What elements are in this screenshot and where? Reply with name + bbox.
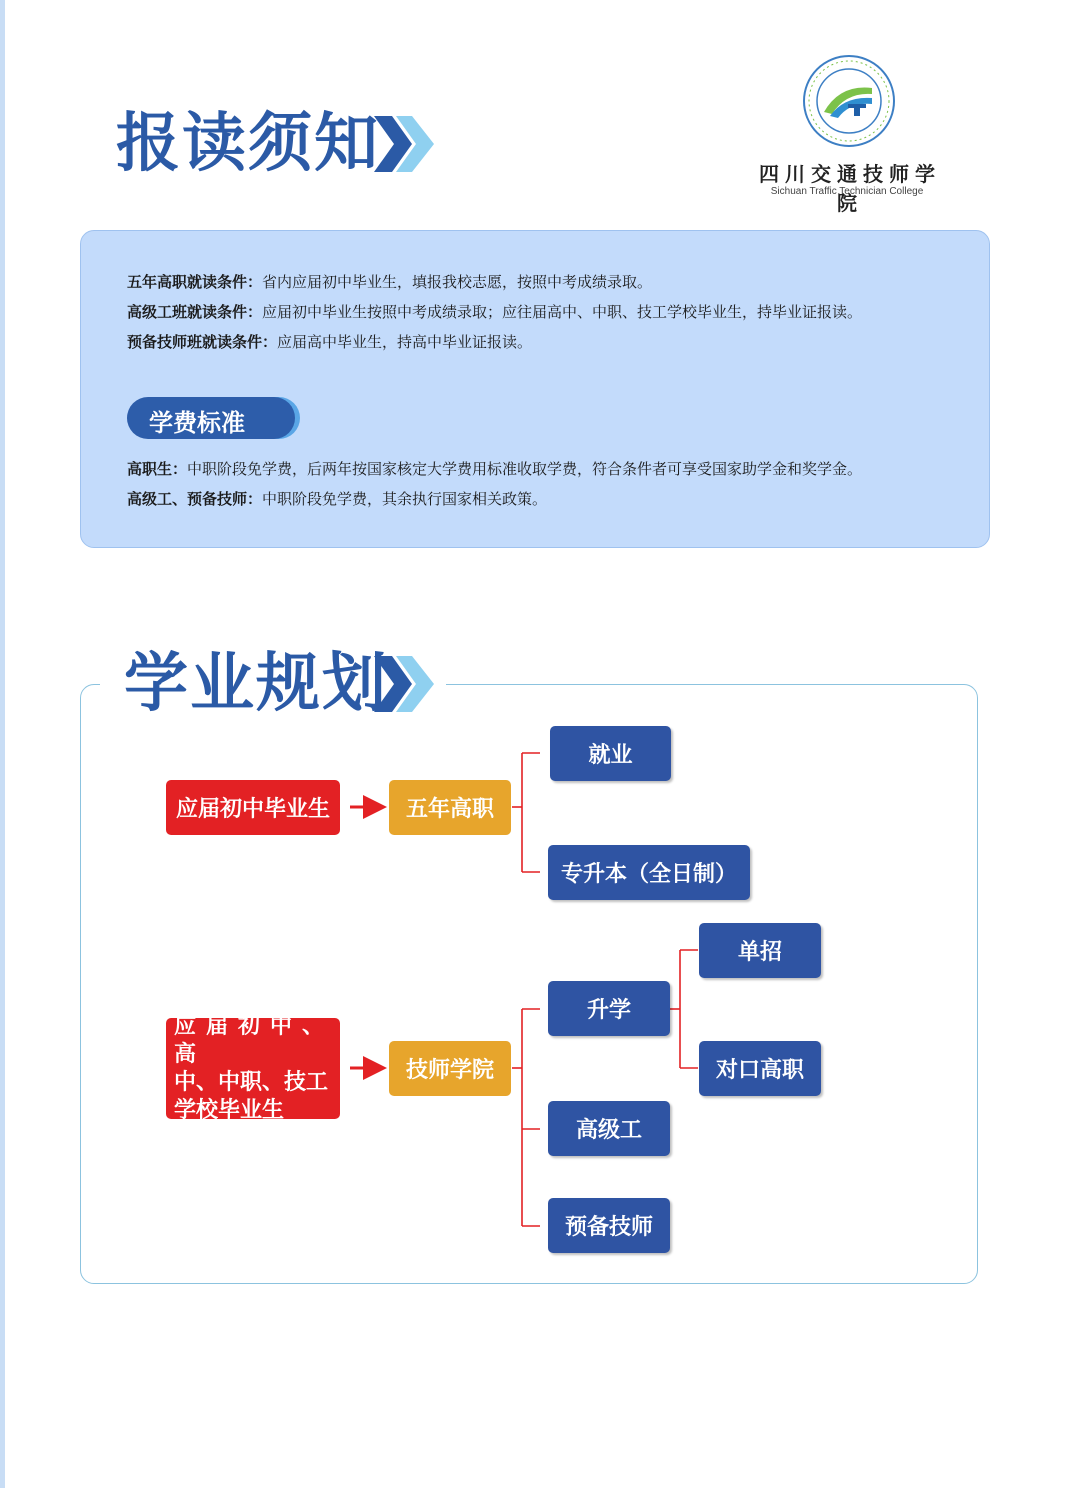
source-node-junior-graduates: 应届初中毕业生	[166, 780, 340, 835]
notice-title: 报读须知	[116, 107, 380, 181]
sub-outcome-node-vocational-college: 对口高职	[699, 1041, 821, 1096]
requirement-text: 应届初中毕业生按照中考成绩录取；应往届高中、中职、技工学校毕业生，持毕业证报读。	[262, 303, 863, 321]
plan-title: 学业规划	[124, 647, 388, 721]
source-line: 学校毕业生	[174, 1097, 285, 1123]
requirement-label: 五年高职就读条件：	[127, 273, 263, 291]
college-name-en: Sichuan Traffic Technician College	[770, 186, 924, 197]
source-line: 应届初中、高	[174, 1013, 332, 1067]
hub-node-technician-college: 技师学院	[389, 1041, 511, 1096]
fee-text: 中职阶段免学费，后两年按国家核定大学费用标准收取学费，符合条件者可享受国家助学金和奖学金。	[187, 460, 863, 478]
outcome-node-employment: 就业	[550, 726, 671, 781]
fee-label: 高职生：	[127, 460, 188, 478]
requirement-text: 省内应届初中毕业生，填报我校志愿，按照中考成绩录取。	[262, 273, 653, 291]
outcome-node-further-study: 升学	[548, 981, 670, 1036]
requirement-label: 预备技师班就读条件：	[127, 333, 278, 351]
source-node-multi-graduates	[166, 1013, 340, 1123]
requirement-label: 高级工班就读条件：	[127, 303, 263, 321]
hub-node-five-year: 五年高职	[389, 780, 511, 835]
outcome-node-preparatory-technician: 预备技师	[548, 1198, 670, 1253]
requirement-text: 应届高中毕业生，持高中毕业证报读。	[277, 333, 533, 351]
source-line: 中、中职、技工	[174, 1069, 329, 1095]
sub-outcome-node-single-admission: 单招	[699, 923, 821, 978]
outcome-node-upgrade: 专升本（全日制）	[548, 845, 750, 900]
college-name-cn: 四川交通技师学院	[759, 162, 941, 215]
fee-standard-title: 学费标准	[149, 409, 245, 437]
fee-text: 中职阶段免学费，其余执行国家相关政策。	[262, 490, 548, 508]
outcome-node-senior-worker: 高级工	[548, 1101, 670, 1156]
fee-label: 高级工、预备技师：	[127, 490, 263, 508]
